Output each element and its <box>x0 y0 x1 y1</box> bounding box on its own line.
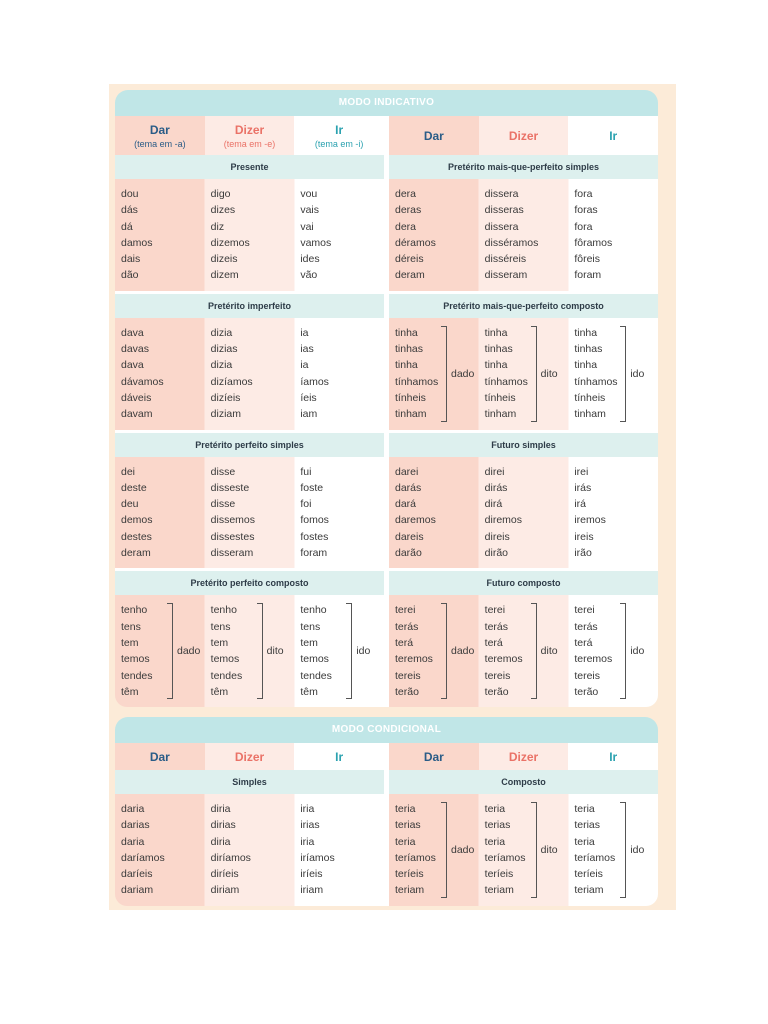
verb-form: dava <box>121 326 144 339</box>
verb-form: tens <box>121 620 141 633</box>
conjugation-column <box>568 464 658 562</box>
verb-form: diriam <box>210 884 240 897</box>
verb-form: teria <box>395 835 416 848</box>
tense-title: Futuro simples <box>389 433 658 457</box>
verb-form: diz <box>210 220 225 233</box>
bracket <box>346 603 352 699</box>
tense-block <box>389 155 658 291</box>
participle: ido <box>630 645 645 658</box>
verb-form: disséreis <box>484 253 527 266</box>
verb-form: dei <box>121 465 136 478</box>
verb-form: deras <box>395 204 422 217</box>
verb-form: terei <box>574 604 595 617</box>
bracket <box>620 603 626 699</box>
verb-form: fui <box>300 465 312 478</box>
verb-form: dissera <box>484 188 519 200</box>
verb-form: disse <box>210 498 236 511</box>
verb-form: disseram <box>484 269 528 282</box>
participle: dito <box>540 367 558 380</box>
verb-form: dissemos <box>210 514 256 527</box>
conjugation-column <box>479 325 569 423</box>
verb-form: terias <box>395 819 421 832</box>
conjugation-column <box>389 602 479 700</box>
verb-form: fora <box>574 220 593 233</box>
verb-form: déreis <box>395 253 424 266</box>
verb-form: vais <box>300 204 320 217</box>
verb-header-dar-right: Dar <box>389 743 479 770</box>
verb-form: dera <box>395 188 417 200</box>
bracket <box>620 326 626 422</box>
verb-form: davam <box>121 408 153 421</box>
verb-form: dizes <box>210 204 236 217</box>
tense-block <box>389 294 658 430</box>
verb-form: terás <box>484 620 509 633</box>
conjugation-column <box>115 464 205 562</box>
conjugation-column <box>479 602 569 700</box>
verb-form: terá <box>395 636 414 649</box>
verb-form: iremos <box>574 514 606 527</box>
tense-block <box>389 433 658 569</box>
conjugation-column <box>479 801 569 899</box>
verb-form: tenho <box>210 604 237 617</box>
verb-form: darás <box>395 481 422 494</box>
conjugation-column <box>568 801 658 899</box>
participle: ido <box>356 645 371 658</box>
verb-form: tinha <box>484 359 508 372</box>
verb-form: dizíeis <box>210 391 241 404</box>
condicional-title: MODO CONDICIONAL <box>115 717 658 743</box>
verb-form: foram <box>300 547 328 560</box>
bracket <box>531 802 537 898</box>
conjugation-column <box>479 464 569 562</box>
verb-form: terei <box>484 604 506 617</box>
verb-form: dáveis <box>121 391 152 404</box>
verb-form: dareis <box>395 530 424 543</box>
verb-form: temos <box>210 653 240 666</box>
verb-form: davas <box>121 343 150 356</box>
verb-form: tenho <box>300 604 327 617</box>
verb-form: destes <box>121 530 152 543</box>
tense-block <box>115 770 384 906</box>
conjugation-column <box>389 464 479 562</box>
verb-form: disseram <box>210 547 254 560</box>
verb-form: iria <box>300 835 315 848</box>
tense-title: Pretérito perfeito composto <box>115 571 384 595</box>
verb-form: dará <box>395 498 417 511</box>
tense-title: Composto <box>389 770 658 794</box>
tense-row <box>115 294 658 430</box>
verb-form: tínhamos <box>574 375 618 388</box>
bracket <box>441 802 447 898</box>
tense-block <box>115 571 384 707</box>
conjugation-column <box>115 602 205 700</box>
verb-header-ir-right: Ir <box>568 116 658 155</box>
verb-header-dizer-right: Dizer <box>479 116 569 155</box>
conjugation-column <box>568 325 658 423</box>
verb-form: dizemos <box>210 236 250 249</box>
conjugation-column <box>568 602 658 700</box>
conjugation-column <box>115 186 205 284</box>
verb-form: tinha <box>395 326 418 339</box>
verb-form: têm <box>210 685 229 698</box>
verb-form: dais <box>121 253 141 266</box>
participle: dado <box>177 645 201 658</box>
verb-form: vão <box>300 269 318 282</box>
verb-form: tenho <box>121 604 148 617</box>
verb-form: vai <box>300 220 314 233</box>
verb-form: diria <box>210 835 231 848</box>
conjugation-column <box>205 602 295 700</box>
verb-form: terão <box>395 685 419 698</box>
verb-form: teremos <box>484 653 523 666</box>
verb-form: diríamos <box>210 851 251 864</box>
tense-block <box>389 571 658 707</box>
bracket <box>531 603 537 699</box>
conjugation-column <box>294 464 384 562</box>
verb-form: iríamos <box>300 851 335 864</box>
conjugation-column <box>205 464 295 562</box>
verb-form: daremos <box>395 514 436 527</box>
verb-form: foras <box>574 204 598 217</box>
verb-form: tínheis <box>395 391 426 404</box>
verb-form: teremos <box>574 653 613 666</box>
verb-form: vou <box>300 188 318 200</box>
bracket <box>620 802 626 898</box>
verb-form: iria <box>300 803 315 815</box>
verb-form: damos <box>121 236 153 249</box>
verb-form: daria <box>121 803 145 815</box>
participle: dito <box>540 645 558 658</box>
verb-form: teriam <box>395 884 425 897</box>
bracket <box>167 603 173 699</box>
verb-form: fostes <box>300 530 329 543</box>
verb-form: teríeis <box>395 868 424 881</box>
verb-form: foram <box>574 269 602 282</box>
verb-form: dirás <box>484 481 508 494</box>
verb-header-dizer: Dizer (tema em -e) <box>205 116 295 155</box>
verb-form: dirias <box>210 819 236 832</box>
verb-form: direi <box>484 465 505 478</box>
participle: ido <box>630 367 645 380</box>
verb-form: fomos <box>300 514 329 527</box>
conjugation-column <box>294 186 384 284</box>
verb-form: fôreis <box>574 253 601 266</box>
verb-form: dizíamos <box>210 375 253 388</box>
participle: dito <box>266 645 284 658</box>
verb-header-dar: Dar (tema em -a) <box>115 116 205 155</box>
verb-form: darão <box>395 547 422 560</box>
verb-form: tem <box>300 636 318 649</box>
conjugation-column <box>205 801 295 899</box>
verb-form: deram <box>121 547 151 560</box>
verb-form: teria <box>574 803 595 815</box>
verb-form: fora <box>574 188 593 200</box>
verb-form: iam <box>300 408 318 421</box>
verb-form: tinha <box>574 359 598 372</box>
verb-form: deu <box>121 498 139 511</box>
verb-form: tinham <box>484 408 517 421</box>
verb-form: tereis <box>484 669 511 682</box>
verb-form: tínheis <box>574 391 606 404</box>
verb-form: terei <box>395 604 416 617</box>
verb-form: darias <box>121 819 150 832</box>
verb-form: tendes <box>121 669 153 682</box>
verb-form: tinhas <box>574 343 603 356</box>
verb-form: tinha <box>574 326 598 339</box>
verb-form: tínhamos <box>484 375 528 388</box>
tense-row <box>115 433 658 569</box>
verb-form: demos <box>121 514 153 527</box>
verb-form: teríamos <box>484 851 526 864</box>
verb-form: disse <box>210 465 236 478</box>
tense-title: Pretérito mais-que-perfeito composto <box>389 294 658 318</box>
verb-form: tinha <box>395 359 418 372</box>
verb-form: teremos <box>395 653 433 666</box>
verb-form: disseras <box>484 204 524 217</box>
verb-form: terá <box>484 636 503 649</box>
conjugation-column <box>294 325 384 423</box>
verb-form: teríeis <box>574 868 603 881</box>
conjugation-column <box>389 801 479 899</box>
participle: dado <box>451 367 475 380</box>
verb-form: tens <box>210 620 231 633</box>
verb-form: dou <box>121 188 139 200</box>
verb-form: iriam <box>300 884 324 897</box>
indicativo-tenses <box>115 155 658 707</box>
verb-header-ir: Ir <box>294 743 384 770</box>
tense-title: Pretérito mais-que-perfeito simples <box>389 155 658 179</box>
tense-block <box>115 155 384 291</box>
verb-form: irá <box>574 498 587 511</box>
verb-form: tinha <box>484 326 508 339</box>
verb-form: teríeis <box>484 868 514 881</box>
condicional-verb-header <box>115 743 658 770</box>
verb-form: daríamos <box>121 851 165 864</box>
condicional-tenses <box>115 770 658 906</box>
bracket <box>441 603 447 699</box>
bracket <box>441 326 447 422</box>
tense-row <box>115 770 658 906</box>
verb-form: dirão <box>484 547 509 560</box>
verb-form: ireis <box>574 530 594 543</box>
verb-header-ir-right: Ir <box>568 743 658 770</box>
verb-form: terás <box>574 620 598 633</box>
verb-form: teria <box>574 835 595 848</box>
verb-form: vamos <box>300 236 332 249</box>
participle: dito <box>540 843 558 856</box>
verb-form: teria <box>395 803 416 815</box>
verb-form: fôramos <box>574 236 613 249</box>
verb-form: tem <box>210 636 229 649</box>
participle: dado <box>451 843 475 856</box>
verb-form: teríamos <box>574 851 616 864</box>
tense-title: Presente <box>115 155 384 179</box>
verb-form: temos <box>300 653 329 666</box>
verb-form: foi <box>300 498 312 511</box>
conjugation-column <box>294 602 384 700</box>
tense-title: Pretérito perfeito simples <box>115 433 384 457</box>
verb-form: diremos <box>484 514 523 527</box>
verb-form: tereis <box>574 669 601 682</box>
verb-form: ias <box>300 343 314 356</box>
verb-form: iríeis <box>300 868 323 881</box>
verb-form: terias <box>484 819 511 832</box>
verb-header-dar-right: Dar <box>389 116 479 155</box>
verb-header-dar: Dar <box>115 743 205 770</box>
tense-row <box>115 571 658 707</box>
verb-form: teria <box>484 803 506 815</box>
verb-form: dizia <box>210 326 233 339</box>
conjugation-column <box>568 186 658 284</box>
verb-form: digo <box>210 188 231 200</box>
verb-form: têm <box>300 685 318 698</box>
verb-form: terias <box>574 819 601 832</box>
participle: dado <box>451 645 475 658</box>
verb-form: tinhas <box>484 343 513 356</box>
verb-form: déramos <box>395 236 436 249</box>
tense-title: Pretérito imperfeito <box>115 294 384 318</box>
conjugation-column <box>205 325 295 423</box>
verb-form: dávamos <box>121 375 164 388</box>
verb-form: ia <box>300 359 309 372</box>
tense-block <box>389 770 658 906</box>
indicativo-verb-header <box>115 116 658 155</box>
verb-form: diziam <box>210 408 242 421</box>
conjugation-column <box>115 801 205 899</box>
verb-form: dirá <box>484 498 503 511</box>
verb-form: dão <box>121 269 139 282</box>
verb-form: deram <box>395 269 425 282</box>
verb-form: foste <box>300 481 324 494</box>
verb-form: terás <box>395 620 419 633</box>
participle: ido <box>630 843 645 856</box>
verb-form: íamos <box>300 375 329 388</box>
conjugation-column <box>294 801 384 899</box>
verb-form: irão <box>574 547 592 560</box>
verb-form: dás <box>121 204 138 217</box>
indicativo-table <box>115 90 658 707</box>
verb-form: temos <box>121 653 150 666</box>
verb-header-dizer-right: Dizer <box>479 743 569 770</box>
verb-form: têm <box>121 685 139 698</box>
verb-header-dizer: Dizer <box>205 743 295 770</box>
verb-form: dissestes <box>210 530 255 543</box>
tense-block <box>115 433 384 569</box>
conjugation-column <box>389 186 479 284</box>
verb-form: tens <box>300 620 321 633</box>
verb-form: íeis <box>300 391 317 404</box>
tense-title: Simples <box>115 770 384 794</box>
verb-form: dizias <box>210 343 238 356</box>
indicativo-title: MODO INDICATIVO <box>115 90 658 116</box>
verb-form: irei <box>574 465 589 478</box>
verb-form: tereis <box>395 669 421 682</box>
verb-form: tinham <box>574 408 606 421</box>
verb-form: tínhamos <box>395 375 439 388</box>
verb-form: tinham <box>395 408 427 421</box>
bracket <box>531 326 537 422</box>
verb-form: tinhas <box>395 343 424 356</box>
verb-form: ides <box>300 253 320 266</box>
verb-form: deste <box>121 481 147 494</box>
verb-form: irias <box>300 819 320 832</box>
verb-form: dissera <box>484 220 519 233</box>
verb-form: tendes <box>300 669 332 682</box>
verb-form: teríamos <box>395 851 436 864</box>
condicional-table <box>115 717 658 906</box>
conjugation-column <box>389 325 479 423</box>
verb-form: darei <box>395 465 419 478</box>
tense-title: Futuro composto <box>389 571 658 595</box>
verb-form: dá <box>121 220 133 233</box>
verb-form: dava <box>121 359 144 372</box>
verb-form: disséramos <box>484 236 539 249</box>
verb-form: teriam <box>574 884 604 897</box>
verb-form: ia <box>300 326 309 339</box>
verb-form: dariam <box>121 884 154 897</box>
verb-form: teriam <box>484 884 514 897</box>
tense-row <box>115 155 658 291</box>
verb-form: terão <box>484 685 509 698</box>
verb-form: diria <box>210 803 231 815</box>
verb-form: terão <box>574 685 599 698</box>
verb-header-ir: Ir (tema em -i) <box>294 116 384 155</box>
tense-block <box>115 294 384 430</box>
verb-form: diríeis <box>210 868 239 881</box>
verb-form: daríeis <box>121 868 153 881</box>
verb-form: terá <box>574 636 593 649</box>
verb-form: tendes <box>210 669 243 682</box>
verb-form: daria <box>121 835 145 848</box>
conjugation-column <box>479 186 569 284</box>
verb-form: dizia <box>210 359 233 372</box>
verb-form: dizeis <box>210 253 238 266</box>
verb-form: tem <box>121 636 139 649</box>
verb-form: teria <box>484 835 506 848</box>
verb-form: direis <box>484 530 510 543</box>
conjugation-column <box>205 186 295 284</box>
verb-form: disseste <box>210 481 250 494</box>
bracket <box>257 603 263 699</box>
conjugation-column <box>115 325 205 423</box>
verb-form: tínheis <box>484 391 516 404</box>
verb-form: irás <box>574 481 592 494</box>
verb-form: dera <box>395 220 417 233</box>
verb-form: dizem <box>210 269 239 282</box>
